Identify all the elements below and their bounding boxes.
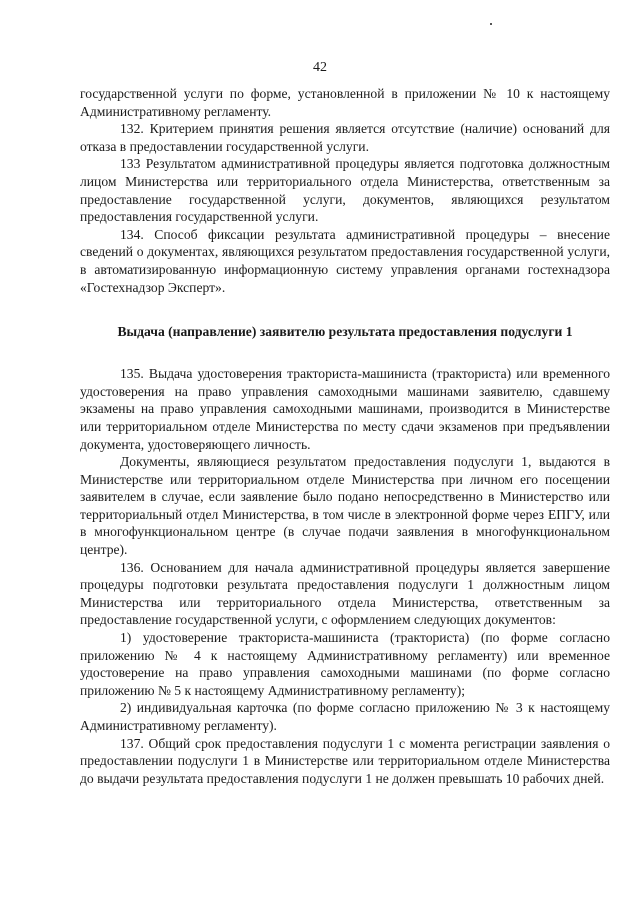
paragraph: Документы, являющиеся результатом предоставления подуслуги 1, выдаются в Министерстве или территориальном отделе Министерства при личном его посещении заявителем в случае, если заявление было подано непосредственно в Министерство или территориальный отдел Министерства, в том числе в электронной форме через ЕПГУ, или в многофункциональном центре (в случае подачи заявления в многофункциональном центре). (80, 454, 610, 558)
paragraph: 132. Критерием принятия решения является отсутствие (наличие) оснований для отказа в предоставлении государственной услуги. (80, 121, 610, 154)
paragraph: 1) удостоверение тракториста-машиниста (тракториста) (по форме согласно приложению № 4 к настоящему Административному регламенту) или временное удостоверение на право управления самоходными машинами (по форме согласно приложению № 5 к настоящему Административному регламенту); (80, 630, 610, 698)
paragraph: государственной услуги по форме, установленной в приложении № 10 к настоящему Административному регламенту. (80, 86, 610, 119)
scan-speck (490, 23, 492, 25)
paragraph: 136. Основанием для начала административной процедуры является завершение процедуры подготовки результата предоставления подуслуги 1 должностным лицом Министерства или территориального отдела Министерства, ответственным за предоставление государственной услуги, с оформлением следующих документов: (80, 559, 610, 628)
page-number: 42 (313, 60, 327, 75)
paragraphs-after-heading (80, 365, 610, 787)
paragraphs-before-heading (80, 85, 610, 296)
section-heading: Выдача (направление) заявителю результата предоставления подуслуги 1 (117, 324, 573, 340)
document-body (80, 85, 610, 787)
paragraph: 2) индивидуальная карточка (по форме согласно приложению № 3 к настоящему Административному регламенту). (80, 700, 610, 733)
paragraph: 135. Выдача удостоверения тракториста-машиниста (тракториста) или временного удостоверения на право управления самоходными машинами заявителю, сдавшему экзамены на право управления самоходными машинами, производится в Министерстве или территориальном отделе Министерства по месту сдачи экзаменов при предъявлении документа, удостоверяющего личность. (80, 366, 610, 452)
paragraph: 134. Способ фиксации результата административной процедуры – внесение сведений о документах, являющихся результатом предоставления государственной услуги, в автоматизированную информационную систему управления органами гостехнадзора «Гостехнадзор Эксперт». (80, 226, 610, 295)
paragraph: 133 Результатом административной процедуры является подготовка должностным лицом Министерства или территориального отдела Министерства, ответственным за предоставление государственной услуги, документов, являющихся результатом предоставления государственной услуги. (80, 156, 610, 225)
paragraph: 137. Общий срок предоставления подуслуги 1 с момента регистрации заявления о предоставлении подуслуги 1 в Министерстве или территориальном отделе Министерства до выдачи результата предоставления подуслуги 1 не должен превышать 10 рабочих дней. (80, 735, 610, 786)
